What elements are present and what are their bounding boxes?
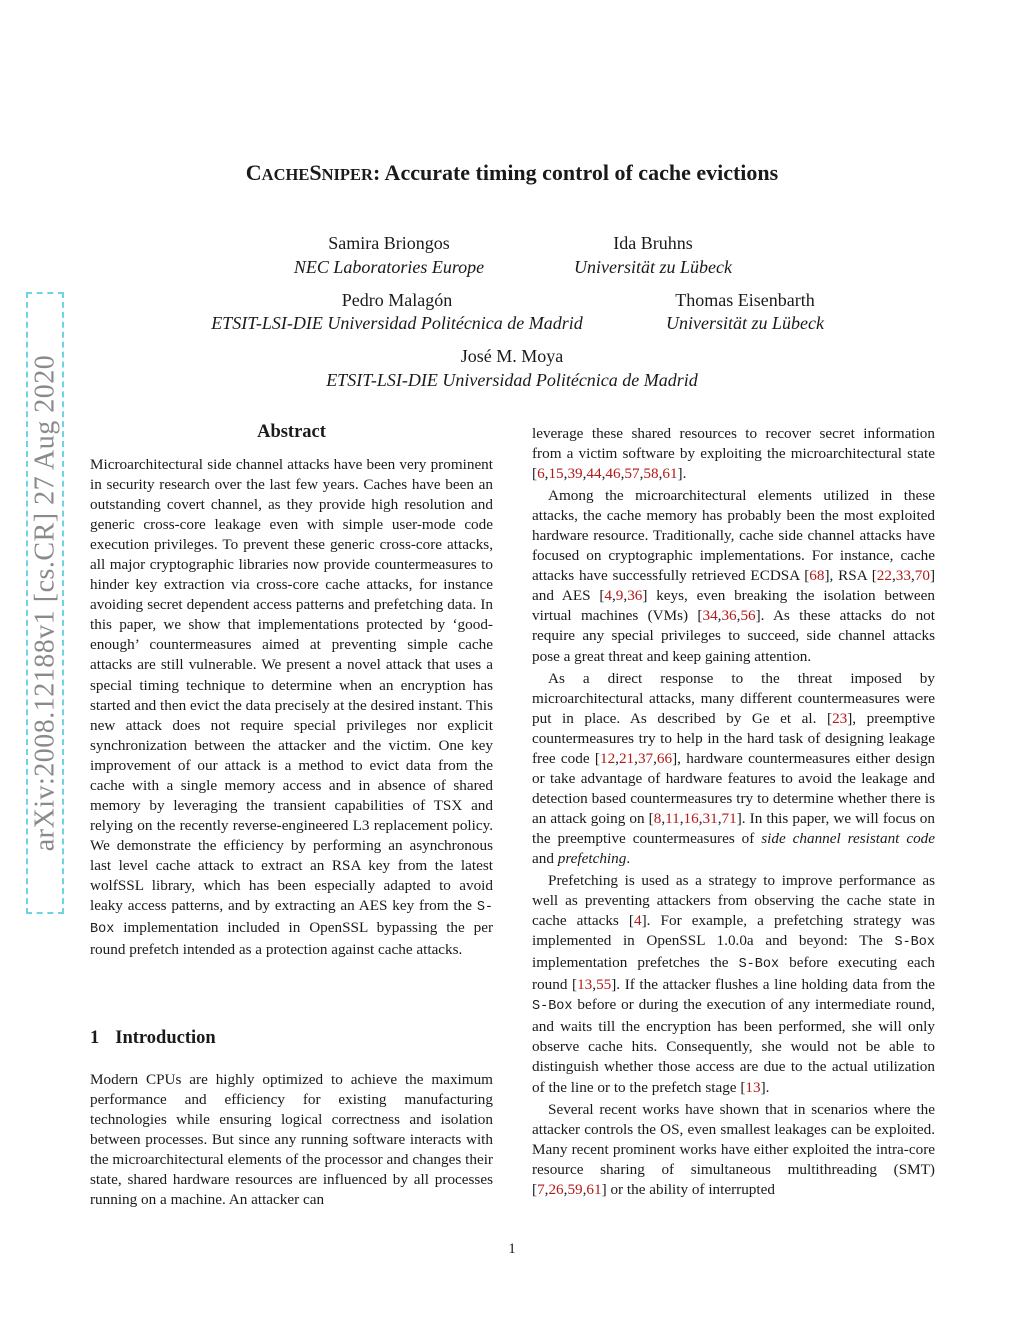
author-affiliation: ETSIT-LSI-DIE Universidad Politécnica de Madrid: [211, 313, 583, 333]
sbox-code: S-Box: [532, 999, 573, 1015]
citation-link[interactable]: 26: [548, 1180, 564, 1198]
author-name: Samira Briongos: [328, 233, 450, 253]
citation-link[interactable]: 11: [665, 809, 680, 827]
citation-link[interactable]: 61: [662, 465, 678, 483]
citation-link[interactable]: 71: [721, 809, 737, 827]
page-number: 1: [508, 1241, 516, 1257]
citation-link[interactable]: 57: [624, 465, 640, 483]
sbox-code: S-Box: [894, 935, 935, 951]
paragraph: As a direct response to the threat imposed by microarchitectural attacks, many different countermeasures were put in place. As described by Ge et al. [23], preemptive countermeasures try to help in the hard task of designing leakage free code [12,21,37,66], hardware countermeasures either design or take advantage of hardware features to avoid the leakage and detection based countermeasures try to determine whether there is an attack going on [8,11,16,31,71]. In this paper, we will focus on the preemptive countermeasures of side channel resistant code and prefetching.: [532, 669, 936, 867]
citation-link[interactable]: 66: [656, 749, 673, 767]
citation-link[interactable]: 13: [745, 1078, 761, 1096]
author-name: Pedro Malagón: [341, 290, 453, 310]
citation-link[interactable]: 59: [567, 1180, 583, 1198]
citation-link[interactable]: 15: [548, 465, 564, 483]
citation-link[interactable]: 68: [809, 567, 825, 585]
citation-link[interactable]: 61: [586, 1180, 602, 1198]
citation-link[interactable]: 34: [702, 607, 718, 625]
citation-link[interactable]: 37: [637, 749, 654, 767]
sbox-code: S-Box: [90, 900, 494, 938]
citation-link[interactable]: 13: [577, 976, 593, 994]
citation-link[interactable]: 22: [876, 567, 892, 585]
citation-link[interactable]: 39: [567, 465, 583, 483]
abstract-heading: Abstract: [257, 422, 326, 442]
paragraph: Among the microarchitectural elements utilized in these attacks, the cache memory has probably been the most exploited hardware resource. Traditionally, cache side channel attacks have focused on cryptographic implementations. For instance, cache attacks have successfully retrieved ECDSA [68], RSA [22,33,70] and AES [4,9,36] keys, even breaking the isolation between virtual machines (VMs) [34,36,56]. As these attacks do not require any special privileges to succeed, side channel attacks pose a great threat and keep gaining attention.: [532, 487, 935, 665]
citation-link[interactable]: 31: [702, 809, 718, 827]
author-name: Thomas Eisenbarth: [675, 290, 815, 310]
introduction-body: Modern CPUs are highly optimized to achieve the maximum performance and efficiency for existing manufacturing technologies while ensuring logical correctness and isolation between processes. But since any running software interacts with the microarchitectural elements of the processor and changes their state, shared hardware resources are influenced by all processes running on a machine. An attacker can: [90, 1071, 493, 1209]
paper-title: CACHESNIPER: Accurate timing control of cache evictions: [245, 160, 779, 185]
paragraph: Prefetching is used as a strategy to improve performance as well as preventing attackers from observing the cache state in cache attacks [4]. For example, a prefetching strategy was implemented in OpenSSL 1.0.0a and beyond: The S-Box implementation prefetches the S-Box before executing each round [13,55]. If the attacker flushes a line holding data from the S-Box before or during the execution of any intermediate round, and waits till the encryption has been performed, she will only observe cache hits. Consequently, she would not be able to distinguish whether those access are due to the actual utilization of the line or to the prefetch stage [13].: [532, 872, 936, 1096]
sbox-code: S-Box: [738, 957, 780, 973]
author-affiliation: Universität zu Lübeck: [574, 257, 732, 277]
right-column-body: [532, 424, 935, 1200]
paragraph: Several recent works have shown that in scenarios where the attacker controls the OS, even smallest leakages can be exploited. Many recent prominent works have either exploited the intra-core resource sharing of simultaneous multithreading (SMT) [7,26,59,61] or the ability of interrupted: [532, 1100, 935, 1198]
citation-link[interactable]: 36: [721, 607, 737, 625]
citation-link[interactable]: 23: [832, 709, 848, 727]
citation-link[interactable]: 58: [643, 465, 659, 483]
citation-link[interactable]: 7: [537, 1180, 545, 1198]
citation-link[interactable]: 12: [599, 749, 616, 767]
citation-link[interactable]: 55: [596, 976, 612, 994]
citation-link[interactable]: 70: [914, 567, 930, 585]
arxiv-id: arXiv:2008.12188v1 [cs.CR] 27 Aug 2020: [29, 354, 60, 852]
citation-link[interactable]: 9: [615, 587, 624, 605]
author-name: Ida Bruhns: [613, 233, 693, 253]
author-name: José M. Moya: [460, 346, 564, 366]
author-affiliation: ETSIT-LSI-DIE Universidad Politécnica de Madrid: [326, 370, 698, 390]
abstract-body: Microarchitectural side channel attacks have been very prominent in security research over the last few years. Caches have been an outstanding covert channel, as they provide high resolution and generic cross-core leakage even with simple user-mode code execution privileges. To prevent these generic cross-core attacks, all major cryptographic libraries now provide countermeasures to hinder key extraction via cross-core cache attacks, for instance avoiding secret dependent access patterns and prefetching data. In this paper, we show that implementations protected by ‘good-enough’ countermeasures aimed at preventing simple cache attacks are still vulnerable. We present a novel attack that uses a special timing technique to determine when an encryption has started and then evict the data precisely at the desired instant. This new attack does not require special privileges nor explicit synchronization between the attacker and the victim. One key improvement of our attack is a method to evict data from the cache with a single memory access and in absence of shared memory by leveraging the transient capabilities of TSX and relying on the recently reverse-engineered L3 replacement policy. We demonstrate the efficiency by performing an asynchronous last level cache attack to extract an RSA key from the latest wolfSSL library, which has been especially adapted to avoid leaky access patterns, and by extracting an AES key from the S-Box implementation included in OpenSSL bypassing the per round prefetch intended as a protection against cache attacks.: [90, 456, 494, 959]
arxiv-identifier-stamp: [26, 292, 64, 914]
citation-link[interactable]: 8: [653, 809, 662, 827]
citation-link[interactable]: 6: [537, 465, 545, 483]
citation-link[interactable]: 44: [586, 465, 602, 483]
citation-link[interactable]: 56: [740, 607, 756, 625]
author-affiliation: Universität zu Lübeck: [666, 313, 824, 333]
citation-link[interactable]: 33: [895, 567, 911, 585]
author-affiliation: NEC Laboratories Europe: [293, 257, 485, 277]
citation-link[interactable]: 21: [618, 749, 635, 767]
paragraph: leverage these shared resources to recover secret information from a victim software by exploiting the microarchitectural state [6,15,39,44,46,57,58,61].: [532, 425, 935, 483]
citation-link[interactable]: 46: [605, 465, 621, 483]
section-heading-introduction: 1 Introduction: [90, 1028, 216, 1048]
citation-link[interactable]: 4: [634, 912, 642, 930]
citation-link[interactable]: 16: [683, 809, 699, 827]
citation-link[interactable]: 4: [604, 587, 612, 605]
citation-link[interactable]: 36: [627, 587, 643, 605]
